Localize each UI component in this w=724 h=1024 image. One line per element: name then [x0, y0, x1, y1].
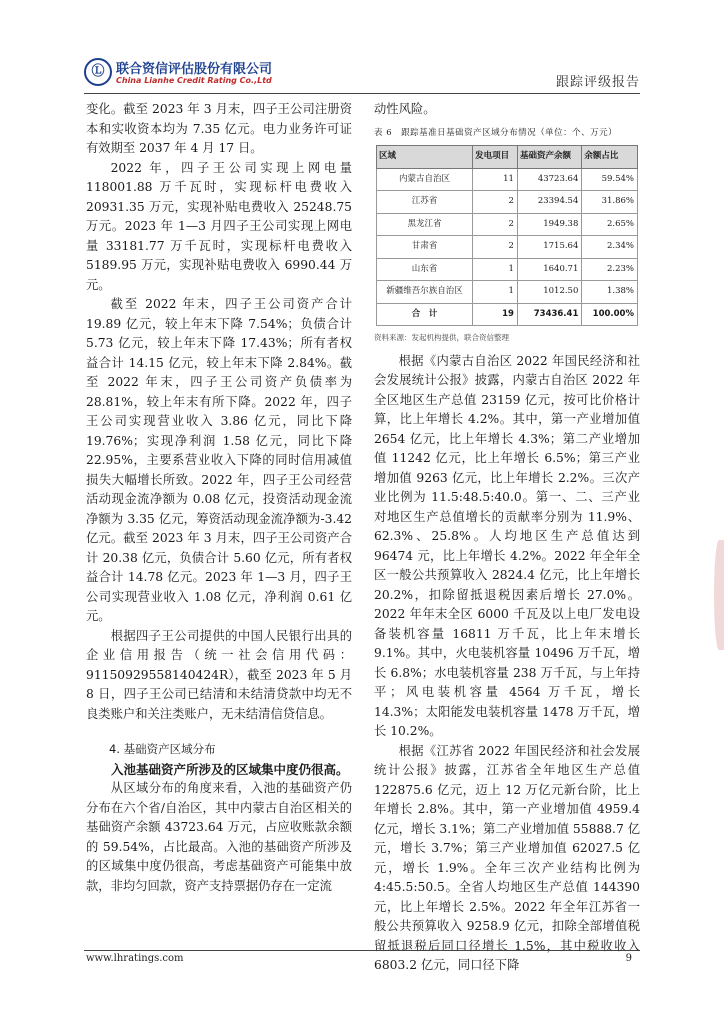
paragraph: 根据《内蒙古自治区 2022 年国民经济和社会发展统计公报》披露，内蒙古自治区 2022 年全区地区生产总值 23159 亿元，按可比价格计算，比上年增长 4.2%。其中，第一产业增加值 2654 亿元，比上年增长 4.3%；第二产业增加值 11242 亿元，比上年增长 6.5%；第三产业增加值 9263 亿元，比上年增长 2.2%。三次产业比例为 11.5:48.5:40.0。第一、二、三产业对地区生产总值增长的贡献率分别为 11.9%、62.3%、25.8%。人均地区生产总值达到 96474 元，比上年增长 4.2%。2022 年全年全区一般公共预算收入 2824.4 亿元，比上年增长 20.2%，扣除留抵退税因素后增长 27.0%。2022 年年末全区 6000 千瓦及以上电厂发电设备装机容量 16811 万千瓦，比上年末增长 9.1%。其中，火电装机容量 10496 万千瓦，增长 6.8%；水电装机容量 238 万千瓦，与上年持平；风电装机容量 4564 万千瓦，增长 14.3%；太阳能发电装机容量 1478 万千瓦，增长 10.2%。: [374, 353, 640, 738]
cell-projects: 2: [473, 213, 518, 236]
cell-projects: 1: [473, 258, 518, 281]
cell-region: 黑龙江省: [377, 213, 473, 236]
section-heading: 4. 基础资产区域分布: [109, 742, 216, 756]
cell-share: 2.23%: [582, 258, 638, 281]
paragraph: 截至 2022 年末，四子王公司资产合计 19.89 亿元，较上年末下降 7.54%；负债合计 5.73 亿元，较上年末下降 17.43%；所有者权益合计 14.15 亿元，较上年末下降 2.84%。截至 2022 年末，四子王公司资产负债率为 28.81%，较上年末有所下降。2022 年，四子王公司实现营业收入 3.86 亿元，同比下降 19.76%；实现净利润 1.58 亿元，同比下降 22.95%，主要系营业收入下降的同时信用减值损失大幅增长所致。2022 年，四子王公司经营活动现金流净额为 0.08 亿元，投资活动现金流净额为 3.35 亿元，筹资活动现金流净额为-3.42 亿元。截至 2023 年 3 月末，四子王公司资产合计 20.38 亿元，负债合计 5.60 亿元，所有者权益合计 14.78 亿元。2023 年 1—3 月，四子王公司实现营业收入 1.08 亿元，净利润 0.61 亿元。: [86, 297, 352, 623]
table-caption: 表 6 跟踪基准日基础资产区域分布情况（单位：个、万元）: [374, 127, 618, 138]
page-number: 9: [625, 953, 632, 964]
cell-projects: 11: [473, 168, 518, 191]
cell-region: 江苏省: [377, 191, 473, 214]
left-column: [86, 100, 352, 896]
region-distribution-table: [376, 145, 638, 326]
paragraph: 动性风险。: [374, 102, 436, 116]
cell-region: 山东省: [377, 258, 473, 281]
paragraph: 变化。截至 2023 年 3 月末，四子王公司注册资本和实收资本均为 7.35 亿元。电力业务许可证有效期至 2037 年 4 月 17 日。: [86, 102, 352, 155]
cell-balance: 1012.50: [517, 281, 581, 304]
paragraph: 从区域分布的角度来看，入池的基础资产仍分布在六个省/自治区，其中内蒙古自治区相关的基础资产余额 43723.64 万元，占应收账款余额的 59.54%，占比最高。入池的基础资产所涉及的区域集中度仍很高，考虑基础资产可能集中放款，非均匀回款，资产支持票据仍存在一定流: [86, 781, 352, 893]
table-row: [377, 258, 638, 281]
company-name-en: China Lianhe Credit Rating Co.,Ltd: [116, 76, 272, 85]
header-share: 余额占比: [582, 146, 638, 169]
table-total-row: [377, 303, 638, 326]
table-row: [377, 236, 638, 259]
cell-total-label: 合 计: [377, 303, 473, 326]
cell-projects: 2: [473, 191, 518, 214]
cell-region: 甘肃省: [377, 236, 473, 259]
cell-projects: 2: [473, 236, 518, 259]
cell-share: 31.86%: [582, 191, 638, 214]
header-balance: 基础资产余额: [517, 146, 581, 169]
paragraph: 2022 年，四子王公司实现上网电量 118001.88 万千瓦时，实现标杆电费收入 20931.35 万元，实现补贴电费收入 25248.75 万元。2023 年 1—3 月四子王公司实现上网电量 33181.77 万千瓦时，实现标杆电费收入 5189.95 万元，实现补贴电费收入 6990.44 万元。: [86, 160, 352, 292]
header-region: 区域: [377, 146, 473, 169]
paragraph: 根据《江苏省 2022 年国民经济和社会发展统计公报》披露，江苏省全年地区生产总值 122875.6 亿元，迈上 12 万亿元新台阶，比上年增长 2.8%。其中，第一产业增加值 4959.4 亿元，增长 3.1%；第二产业增加值 55888.7 亿元，增长 3.7%；第三产业增加值 62027.5 亿元，增长 1.9%。全年三次产业结构比例为 4:45.5:50.5。全省人均地区生产总值 144390 元，比上年增长 2.5%。2022 年全年江苏省一般公共预算收入 9258.9 亿元，扣除全部增值税留抵退税后同口径增长 1.5%，其中税收收入 6803.2 亿元，同口径下降: [374, 743, 640, 972]
cell-share: 2.65%: [582, 213, 638, 236]
table-row: [377, 213, 638, 236]
header-divider: [84, 93, 640, 94]
bold-heading: 入池基础资产所涉及的区域集中度仍很高。: [111, 761, 349, 777]
cell-total-balance: 73436.41: [517, 303, 581, 326]
cell-projects: 1: [473, 281, 518, 304]
paragraph: 根据四子王公司提供的中国人民银行出具的企业信用报告（统一社会信用代码：91150929558140424R），截至 2023 年 5 月 8 日，四子王公司已结清和未结清贷款中均无不良类账户和关注类账户，无未结清信贷信息。: [86, 628, 352, 721]
cell-region: 内蒙古自治区: [377, 168, 473, 191]
company-name-cn: 联合资信评估股份有限公司: [116, 62, 273, 77]
cell-balance: 43723.64: [517, 168, 581, 191]
table-header-row: [377, 146, 638, 169]
cell-balance: 1715.64: [517, 236, 581, 259]
cell-share: 2.34%: [582, 236, 638, 259]
cell-share: 59.54%: [582, 168, 638, 191]
table-row: [377, 168, 638, 191]
footer-divider: [84, 950, 640, 951]
cell-balance: 1640.71: [517, 258, 581, 281]
footer-website-link[interactable]: www.lhratings.com: [86, 953, 184, 964]
document-type: 跟踪评级报告: [555, 75, 640, 90]
right-column: [374, 100, 640, 976]
header-projects: 发电项目: [473, 146, 518, 169]
seal-edge-mark: [714, 540, 724, 650]
cell-share: 1.38%: [582, 281, 638, 304]
cell-region: 新疆维吾尔族自治区: [377, 281, 473, 304]
cell-balance: 1949.38: [517, 213, 581, 236]
cell-total-projects: 19: [473, 303, 518, 326]
company-logo-icon: Ⓛ: [84, 58, 112, 86]
table-row: [377, 281, 638, 304]
cell-total-share: 100.00%: [582, 303, 638, 326]
table-row: [377, 191, 638, 214]
table-source-note: 资料来源：发起机构提供，联合资信整理: [374, 333, 509, 342]
page-header: [84, 58, 640, 94]
cell-balance: 23394.54: [517, 191, 581, 214]
